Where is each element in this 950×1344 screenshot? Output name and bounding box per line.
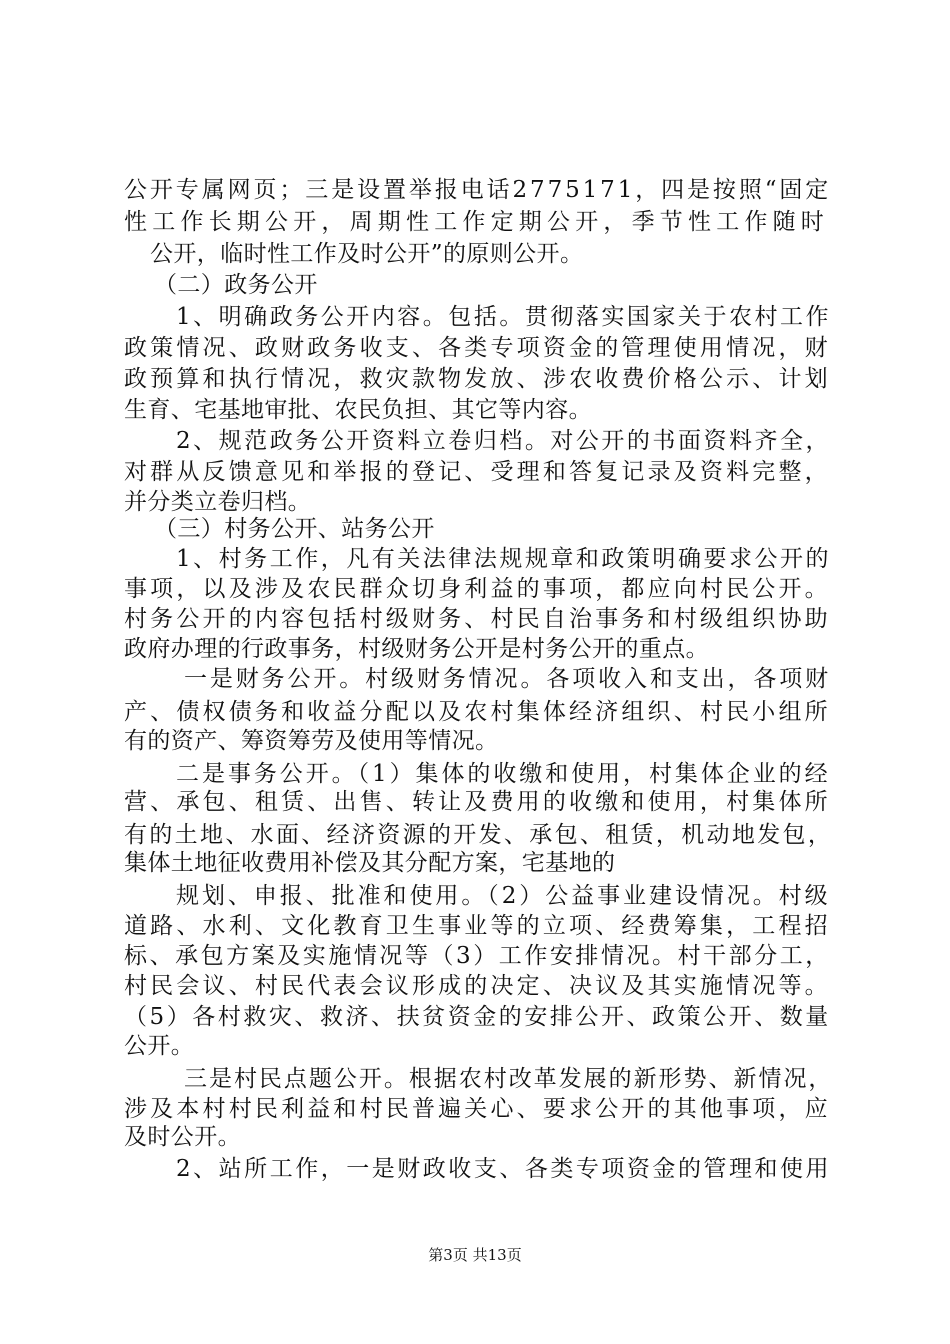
text-line: 2、规范政务公开资料立卷归档。对公开的书面资料齐全， <box>176 428 832 454</box>
text-line: 1、明确政务公开内容。包括。贯彻落实国家关于农村工作 <box>176 304 832 330</box>
text-line: 一是财务公开。村级财务情况。各项收入和支出，各项财 <box>184 666 831 692</box>
text-line: （二）政务公开 <box>154 272 318 298</box>
text-line: 有的土地、水面、经济资源的开发、承包、租赁，机动地发包， <box>124 822 834 848</box>
text-line: 对群从反馈意见和举报的登记、受理和答复记录及资料完整， <box>124 459 831 485</box>
text-line: 标、承包方案及实施情况等（3）工作安排情况。村干部分工， <box>124 943 831 969</box>
text-line: 集体土地征收费用补偿及其分配方案，宅基地的 <box>124 850 616 876</box>
text-line: 政预算和执行情况，救灾款物发放、涉农收费价格公示、计划 <box>124 366 831 392</box>
text-line: 二是事务公开。（1）集体的收缴和使用，村集体企业的经 <box>176 761 831 787</box>
text-line: 并分类立卷归档。 <box>124 489 312 515</box>
text-line: 村民会议、村民代表会议形成的决定、决议及其实施情况等。 <box>124 973 831 999</box>
page-number-footer: 第3页 共13页 <box>428 1246 522 1264</box>
text-line: 公开专属网页；三是设置举报电话2775171，四是按照“固定 <box>124 177 832 203</box>
text-line: 性工作长期公开，周期性工作定期公开，季节性工作随时 <box>124 209 829 235</box>
text-line: 有的资产、筹资筹劳及使用等情况。 <box>124 728 499 754</box>
text-line: 2、站所工作，一是财政收支、各类专项资金的管理和使用 <box>176 1156 832 1182</box>
text-line: 产、债权债务和收益分配以及农村集体经济组织、村民小组所 <box>124 699 831 725</box>
text-line: 公开，临时性工作及时公开”的原则公开。 <box>150 241 584 267</box>
text-line: 及时公开。 <box>124 1124 241 1150</box>
text-line: （三）村务公开、站务公开 <box>154 516 435 542</box>
text-line: 1、村务工作，凡有关法律法规规章和政策明确要求公开的 <box>176 546 832 572</box>
text-line: 营、承包、租赁、出售、转让及费用的收缴和使用，村集体所 <box>124 789 831 815</box>
text-line: 规划、申报、批准和使用。（2）公益事业建设情况。村级 <box>176 883 831 909</box>
text-line: 政策情况、政财政务收支、各类专项资金的管理使用情况，财 <box>124 335 831 361</box>
text-line: 三是村民点题公开。根据农村改革发展的新形势、新情况， <box>184 1066 834 1092</box>
text-line: 公开。 <box>124 1033 195 1059</box>
text-line: 生育、宅基地审批、农民负担、其它等内容。 <box>124 397 592 423</box>
text-line: （5）各村救灾、救济、扶贫资金的安排公开、政策公开、数量 <box>124 1004 831 1030</box>
text-line: 道路、水利、文化教育卫生事业等的立项、经费筹集，工程招 <box>124 913 831 939</box>
text-line: 政府办理的行政事务，村级财务公开是村务公开的重点。 <box>124 636 709 662</box>
text-line: 事项，以及涉及农民群众切身利益的事项，都应向村民公开。 <box>124 576 831 602</box>
text-line: 村务公开的内容包括村级财务、村民自治事务和村级组织协助 <box>124 606 831 632</box>
text-line: 涉及本村村民利益和村民普遍关心、要求公开的其他事项，应 <box>124 1096 831 1122</box>
